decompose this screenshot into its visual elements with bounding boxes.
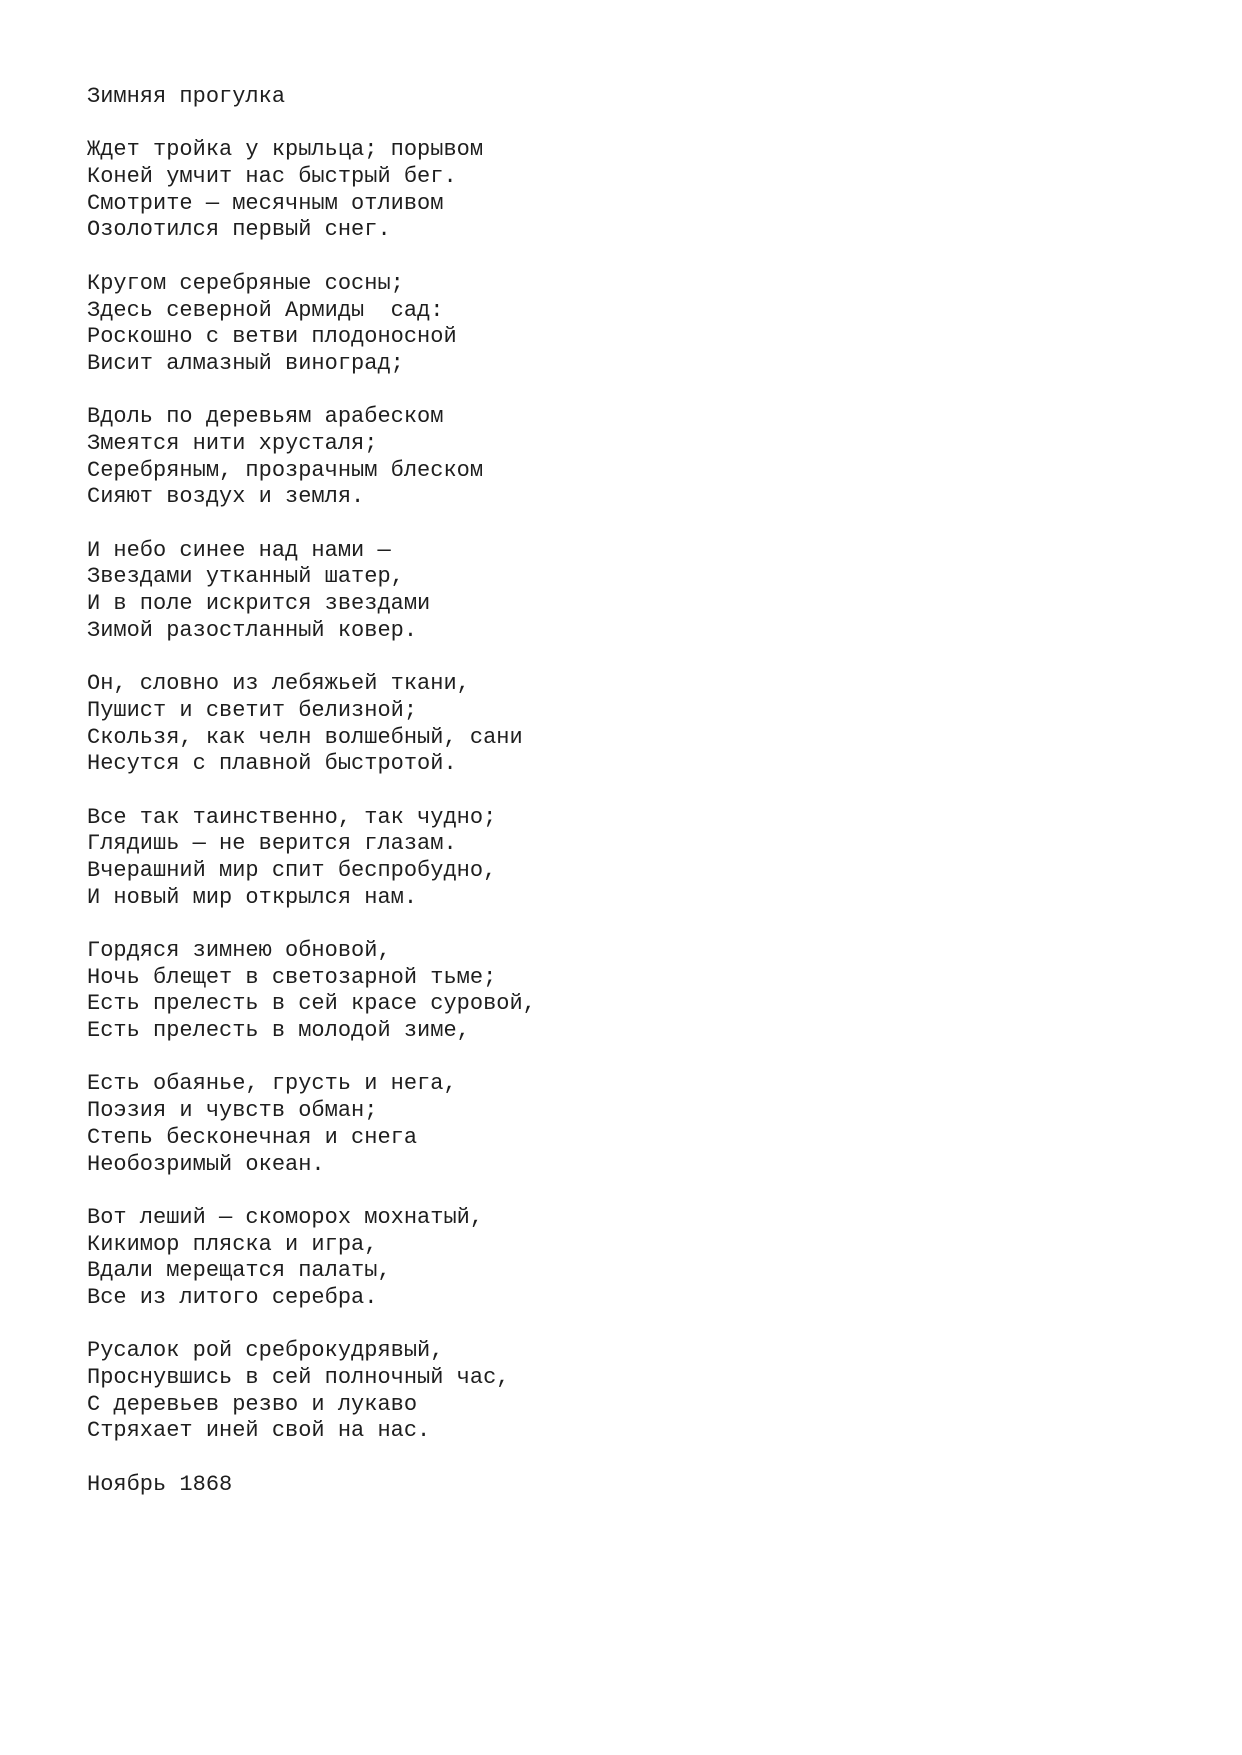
stanza-10 [87,1338,1187,1445]
poem-line: Степь бесконечная и снега [87,1124,418,1150]
poem-line: Стряхает иней свой на нас. [87,1418,431,1444]
poem-line: Змеятся нити хрусталя; [87,430,378,456]
poem-line: Коней умчит нас быстрый бег. [87,164,457,190]
poem-line: Необозримый океан. [87,1151,325,1177]
poem-line: Есть прелесть в молодой зиме, [87,1018,470,1044]
poem-line: Кикимор пляска и игра, [87,1231,378,1257]
poem-line: Кругом серебряные сосны; [87,270,404,296]
poem-line: И новый мир открылся нам. [87,884,418,910]
poem-line: Серебряным, прозрачным блеском [87,457,484,483]
poem-date: Ноябрь 1868 [87,1471,233,1497]
stanza-5 [87,671,1187,778]
poem-line: Роскошно с ветви плодоносной [87,324,457,350]
poem-line: Вот леший — скоморох мохнатый, [87,1204,484,1230]
stanza-7 [87,938,1187,1045]
poem-line: Проснувшись в сей полночный час, [87,1365,510,1390]
stanza-3 [87,404,1187,511]
stanza-8 [87,1071,1187,1178]
poem-line: Поэзия и чувств обман; [87,1098,378,1124]
poem-line: Вдоль по деревьям арабеском [87,404,444,430]
poem-line: Зимой разостланный ковер. [87,617,418,643]
stanza-6 [87,805,1187,912]
poem-line: Скользя, как челн волшебный, сани [87,724,523,750]
poem-line: Озолотился первый снег. [87,217,391,243]
stanza-2 [87,271,1187,378]
poem-line: Русалок рой среброкудрявый, [87,1338,444,1364]
poem-line: И в поле искрится звездами [87,591,431,617]
poem-line: Ночь блещет в светозарной тьме; [87,964,497,990]
poem-page [87,84,1187,1498]
poem-line: Вчерашний мир спит беспробудно, [87,857,497,883]
poem-line: Звездами утканный шатер, [87,564,404,590]
poem-line: Гордяся зимнею обновой, [87,938,391,963]
poem-line: Вдали мерещатся палаты, [87,1258,391,1284]
poem-line: Он, словно из лебяжьей ткани, [87,671,470,697]
poem-line: Висит алмазный виноград; [87,350,404,376]
poem-line: Сияют воздух и земля. [87,484,365,510]
poem-title: Зимняя прогулка [87,84,286,109]
poem-line: С деревьев резво и лукаво [87,1391,418,1417]
stanza-4 [87,538,1187,645]
poem-line: Все так таинственно, так чудно; [87,804,497,830]
poem-line: Здесь северной Армиды сад: [87,297,444,323]
stanza-9 [87,1205,1187,1312]
poem-line: Пушист и светит белизной; [87,697,418,723]
stanza-1 [87,137,1187,244]
poem-line: Есть обаянье, грусть и нега, [87,1071,457,1097]
poem-line: Несутся с плавной быстротой. [87,751,457,777]
poem-line: И небо синее над нами — [87,537,391,563]
poem-line: Смотрите — месячным отливом [87,190,444,216]
poem-line: Все из литого серебра. [87,1284,378,1310]
poem-line: Есть прелесть в сей красе суровой, [87,991,536,1017]
poem-line: Ждет тройка у крыльца; порывом [87,137,484,163]
poem-line: Глядишь — не верится глазам. [87,831,457,857]
